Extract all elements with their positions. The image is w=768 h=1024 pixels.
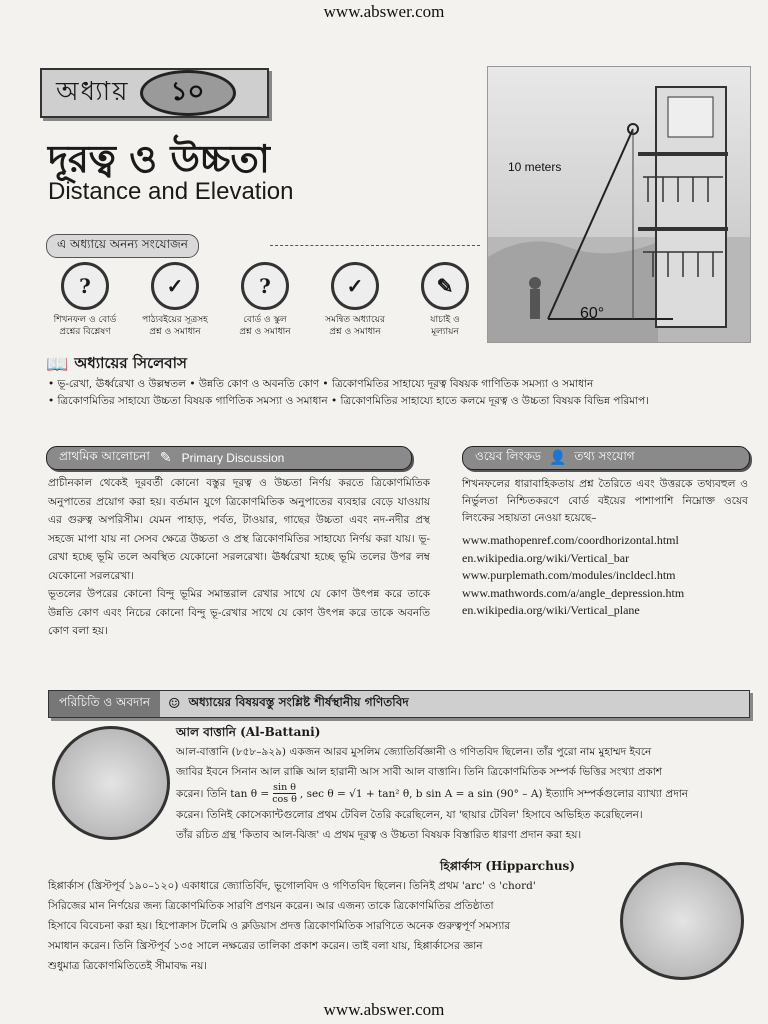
book-check-icon: ✓ — [151, 262, 199, 310]
icon-item: ? শিখনফল ও বোর্ড প্রশ্নের বিশ্লেষণ — [40, 262, 130, 338]
icon-item: ? বোর্ড ও স্কুল প্রশ্ন ও সমাধান — [220, 262, 310, 338]
person-icon: 👤 — [548, 450, 567, 466]
intro-banner-right: অধ্যায়ের বিষয়বস্তু সংশ্লিষ্ট শীর্ষস্থানীয় গণিতবিদ — [188, 695, 409, 709]
book-icon: 📖 — [46, 354, 69, 375]
discussion-icon: ✎ — [159, 450, 172, 466]
angle-label: 60° — [580, 305, 605, 322]
web-link[interactable]: en.wikipedia.org/wiki/Vertical_bar — [462, 550, 630, 565]
icon-item: ✎ যাচাই ও মূল্যায়ন — [400, 262, 490, 338]
web-link[interactable]: www.mathwords.com/a/angle_depression.htm — [462, 585, 685, 600]
title-english: Distance and Elevation — [48, 178, 294, 205]
divider — [270, 245, 480, 246]
syllabus-heading-row — [46, 352, 187, 377]
web-link[interactable]: en.wikipedia.org/wiki/Vertical_plane — [462, 603, 640, 617]
site-header: www.abswer.com — [323, 2, 445, 21]
title-bengali: দূরত্ব ও উচ্চতা — [48, 136, 270, 181]
web-intro: শিখনফলের ধারাবাহিকতায় প্রশ্ন তৈরিতে এবং উত্তরকে তথ্যবহুল ও নির্ভুলতা নিশ্চিতকরণে বোর্ড বইয়ের পাশাপাশি নিম্নোক্ত ওয়েব লিংকের সহায়তা নেওয়া হয়েছে– — [462, 478, 748, 524]
primary-banner-en: Primary Discussion — [181, 451, 285, 465]
intro-banner-left: পরিচিতি ও অবদান — [49, 691, 160, 717]
battani-text: আল-বাত্তানি (৮৫৮–৯২৯) একজন আরব মুসলিম জ্যোতির্বিজ্ঞানী ও গণিতবিদ ছিলেন। তাঁর পুরো নাম মুহাম্মদ ইবনে জাবির ইবনে সিনান আল রাক্কি আল হারানী আস সাবী আল বাত্তানি। তিনি ত্রিকোণমিতিক সম্পর্ক ভিত্তির সংখ্যা প্রকাশ করেন। তিনি tan θ = $\frac{\text{sin θ}}{\text{cos θ}}$ , sec θ = √1 + tan² θ, b sin A = a sin (90° – A) ইত্যাদি সম্পর্কগুলোর ব্যাখ্যা প্রদান করেন। তিনিই কোসেক্যান্টগুলোর প্রথম টেবিল তৈরি করেছিলেন, যা 'ছায়ার টেবিল' হিসাবে অভিহিত করেছিলেন। তাঁর রচিত গ্রন্থ 'কিতাব আল-ঝিজ' এ প্রথম দূরত্ব ও উচ্চতা বিষয়ক বিস্তারিত ধারণা প্রদান করা হয়। — [176, 746, 689, 841]
hipparchus-text: হিপ্পার্কাস (খ্রিস্টপূর্ব ১৯০–১২০) একাধারে জ্যোতির্বিদ, ভূগোলবিদ ও গণিতবিদ ছিলেন। তিনিই প্রথম 'arc' ও 'chord' সিরিজের মান নির্ণয়ের জন্য ত্রিকোণমিতিক সারণি প্রণয়ন করেন। আর এজন্য তাকে ত্রিকোণমিতির প্রতিষ্ঠাতা হিসাবে বিবেচনা করা হয়। হিপোক্রাস টলেমি ও ক্লডিয়াস প্রদত্ত ত্রিকোণমিতিক সারণিতে অনেক গুরুত্বপূর্ণ সমস্যার সমাধান করেন। তিনি খ্রিস্টপূর্ব ১৩৫ সালে নক্ষত্রের তালিকা প্রকাশ করেন। তাই বলা যায়, হিপ্পার্কাসের জ্ঞান শুধুমাত্র ত্রিকোণমিতিতেই সীমাবদ্ধ নয়। — [48, 880, 536, 972]
additions-heading: এ অধ্যায়ে অনন্য সংযোজন — [46, 234, 199, 258]
additions-icons — [40, 262, 490, 338]
web-links — [462, 532, 752, 620]
primary-paragraph: প্রাচীনকাল থেকেই দূরবর্তী কোনো বস্তুর দূরত্ব ও উচ্চতা নির্ণয় করতে ত্রিকোণমিতিক অনুপাতের প্রয়োগ করা হয়। বর্তমান যুগে ত্রিকোণমিতিক অনুপাতের ব্যবহার বেড়ে যাওয়ায় এর গুরুত্ব অপরিসীম। যেমন পাহাড়, পর্বত, টাওয়ার, গাছের উচ্চতা এবং নদ-নদীর প্রস্থ সহজে মাপা যায় না সেসব ক্ষেত্রে উচ্চতা ও প্রস্থ ত্রিকোণমিতির সাহায্যে নির্ণয় করা যায়। ভূ-রেখা হচ্ছে ভূমি তলে অবস্থিত যেকোনো সরলরেখা। ঊর্ধ্বরেখা হচ্ছে ভূমি তলের উপর লম্ব যেকোনো সরলরেখা। — [48, 477, 430, 582]
battani-name: আল বাত্তানি (Al-Battani) — [176, 725, 321, 739]
distance-label: 10 meters — [508, 160, 562, 174]
question-check-icon: ? — [61, 262, 109, 310]
web-banner-bn: ওয়েব লিংকড — [475, 449, 541, 463]
primary-banner-bn: প্রাথমিক আলোচনা — [59, 449, 150, 463]
web-link[interactable]: www.purplemath.com/modules/incldecl.htm — [462, 568, 676, 582]
web-banner-bn2: তথ্য সংযোগ — [574, 449, 635, 463]
primary-text — [48, 474, 430, 641]
chapter-label: অধ্যায় — [56, 77, 130, 107]
building-photo — [487, 66, 751, 343]
site-footer: www.abswer.com — [323, 1000, 445, 1019]
chapter-box — [40, 68, 269, 118]
hipparchus-name: হিপ্পার্কাস (Hipparchus) — [440, 859, 575, 873]
syllabus-heading: অধ্যায়ের সিলেবাস — [74, 354, 187, 372]
syllabus-line: • ত্রিকোণমিতির সাহায্যে উচ্চতা বিষয়ক গাণিতিক সমস্যা ও সমাধান • ত্রিকোণমিতির সাহায্যে হাতে কলমে দূরত্ব ও উচ্চতা বিষয়ক বিভিন্ন পরিমাপ। — [48, 395, 649, 407]
icon-item: ✓ সমন্বিত অধ্যায়ের প্রশ্ন ও সমাধান — [310, 262, 400, 338]
web-link[interactable]: www.mathopenref.com/coordhorizontal.html — [462, 533, 679, 547]
battani-portrait — [52, 726, 170, 840]
syllabus-list — [48, 376, 753, 410]
chapter-number: ১০ — [140, 70, 236, 116]
integrated-check-icon: ✓ — [331, 262, 379, 310]
icon-item: ✓ পাঠ্যবইয়ের সূত্রসহ প্রশ্ন ও সমাধান — [130, 262, 220, 338]
mathematician-icon: ☺ — [168, 696, 181, 712]
building-illustration — [488, 67, 750, 342]
primary-banner — [46, 446, 412, 470]
web-banner — [462, 446, 750, 470]
question-board-icon: ? — [241, 262, 289, 310]
syllabus-line: • ভূ-রেখা, ঊর্ধ্বরেখা ও উল্লম্বতল • উন্নতি কোণ ও অবনতি কোণ • ত্রিকোণমিতির সাহায্যে দূরত্ব বিষয়ক গাণিতিক সমস্যা ও সমাধান — [48, 378, 594, 390]
hipparchus-portrait — [620, 862, 744, 980]
intro-banner — [48, 690, 750, 718]
primary-paragraph: ভূতলের উপরের কোনো বিন্দু ভূমির সমান্তরাল রেখার সাথে যে কোণ উৎপন্ন করে তাকে উন্নতি কোণ এবং নিচের কোনো বিন্দু ভূ-রেখার সাথে যে কোণ উৎপন্ন করে তাকে অবনতি কোণ বলা হয়। — [48, 588, 430, 637]
evaluation-icon: ✎ — [421, 262, 469, 310]
